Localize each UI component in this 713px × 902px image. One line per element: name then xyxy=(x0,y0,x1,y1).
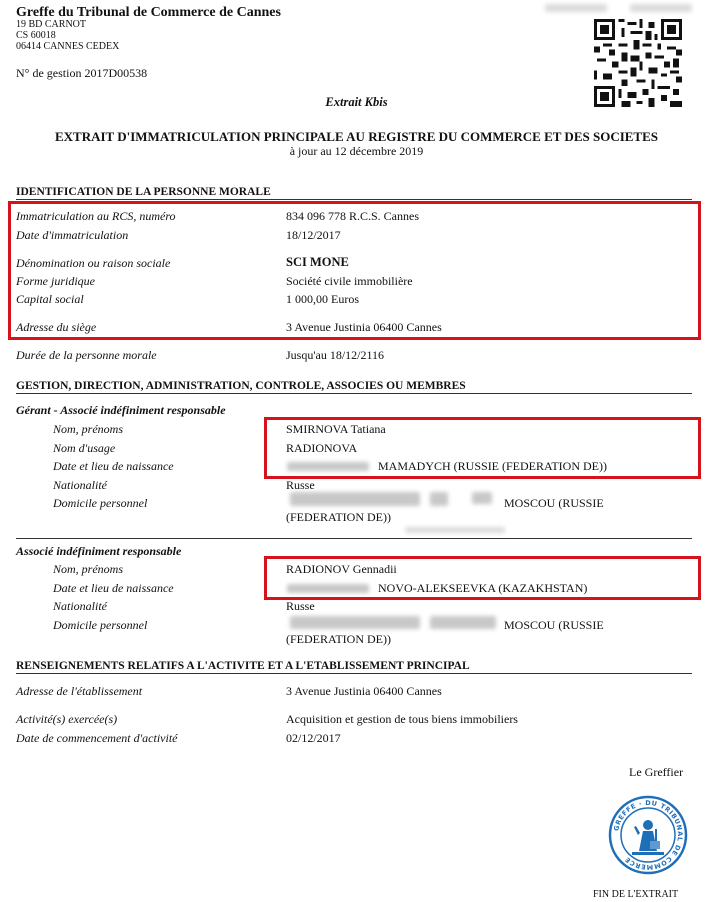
activite-heading: RENSEIGNEMENTS RELATIFS A L'ACTIVITE ET A L'ETABLISSEMENT PRINCIPAL xyxy=(16,660,470,672)
etablissement-label: Adresse de l'établissement xyxy=(16,684,143,698)
gestion-number: N° de gestion 2017D00538 xyxy=(16,66,148,80)
associe-nom-label: Nom, prénoms xyxy=(53,562,124,576)
update-date: à jour au 12 décembre 2019 xyxy=(289,144,424,158)
greffier-label: Le Greffier xyxy=(629,765,684,779)
siege-value: 3 Avenue Justinia 06400 Cannes xyxy=(286,320,442,334)
court-registry-title: Greffe du Tribunal de Commerce de Cannes xyxy=(16,5,281,20)
gerant-domicile-value: MOSCOU (RUSSIE xyxy=(504,496,604,510)
denomination-label: Dénomination ou raison sociale xyxy=(16,256,171,270)
identification-heading: IDENTIFICATION DE LA PERSONNE MORALE xyxy=(16,186,271,198)
forme-juridique-label: Forme juridique xyxy=(16,274,95,288)
immatriculation-date-value: 18/12/2017 xyxy=(286,228,341,242)
seal-text: GREFFE · DU TRIBUNAL DE COMMERCE xyxy=(612,798,685,872)
redacted-address xyxy=(430,616,496,629)
redacted-address xyxy=(290,492,420,506)
redacted-header-text xyxy=(545,4,607,12)
gerant-usage-value: RADIONOVA xyxy=(286,441,358,455)
etablissement-value: 3 Avenue Justinia 06400 Cannes xyxy=(286,684,442,698)
redacted-text xyxy=(405,527,505,533)
document-title: EXTRAIT D'IMMATRICULATION PRINCIPALE AU REGISTRE DU COMMERCE ET DES SOCIETES xyxy=(54,129,659,144)
siege-label: Adresse du siège xyxy=(16,320,97,334)
highlight-box-associe xyxy=(264,556,701,600)
redacted-address xyxy=(430,492,448,506)
address-line-1: 19 BD CARNOT xyxy=(16,19,87,30)
associe-title: Associé indéfiniment responsable xyxy=(16,544,182,558)
gerant-title: Gérant - Associé indéfiniment responsable xyxy=(16,403,226,417)
duree-label: Durée de la personne morale xyxy=(16,348,157,362)
associe-domicile-value-2: (FEDERATION DE)) xyxy=(286,632,391,646)
address-line-2: CS 60018 xyxy=(16,30,56,41)
duree-value: Jusqu'au 18/12/2116 xyxy=(286,348,385,362)
gerant-nom-value: SMIRNOVA Tatiana xyxy=(286,422,386,436)
associe-domicile-value: MOSCOU (RUSSIE xyxy=(504,618,604,632)
gerant-domicile-label: Domicile personnel xyxy=(53,496,148,510)
qr-code-icon xyxy=(594,19,682,107)
commencement-label: Date de commencement d'activité xyxy=(16,731,178,745)
rcs-label: Immatriculation au RCS, numéro xyxy=(16,209,176,223)
address-line-3: 06414 CANNES CEDEX xyxy=(16,41,120,52)
document-type: Extrait Kbis xyxy=(325,95,388,109)
associe-nationalite-label: Nationalité xyxy=(53,599,107,613)
immatriculation-date-label: Date d'immatriculation xyxy=(16,228,129,242)
associe-naissance-value: NOVO-ALEKSEEVKA (KAZAKHSTAN) xyxy=(378,581,588,595)
commencement-value: 02/12/2017 xyxy=(286,731,341,745)
highlight-box-identification xyxy=(8,201,701,340)
forme-juridique-value: Société civile immobilière xyxy=(286,274,413,288)
capital-label: Capital social xyxy=(16,292,84,306)
activite-label: Activité(s) exercée(s) xyxy=(16,712,118,726)
rcs-value: 834 096 778 R.C.S. Cannes xyxy=(286,209,420,223)
gerant-nationalite-value: Russe xyxy=(286,478,315,492)
gerant-domicile-value-2: (FEDERATION DE)) xyxy=(286,510,391,524)
redacted-address xyxy=(472,492,492,504)
section-divider xyxy=(16,393,692,394)
associe-nom-value: RADIONOV Gennadii xyxy=(286,562,397,576)
redacted-header-text xyxy=(630,4,692,12)
gerant-usage-label: Nom d'usage xyxy=(53,441,116,455)
highlight-box-gerant xyxy=(264,417,701,479)
associe-domicile-label: Domicile personnel xyxy=(53,618,148,632)
associe-naissance-label: Date et lieu de naissance xyxy=(53,581,174,595)
gerant-naissance-label: Date et lieu de naissance xyxy=(53,459,174,473)
section-divider xyxy=(16,673,692,674)
section-divider xyxy=(16,538,692,539)
section-divider xyxy=(16,199,692,200)
gerant-naissance-value: MAMADYCH (RUSSIE (FEDERATION DE)) xyxy=(378,459,607,473)
activite-value: Acquisition et gestion de tous biens immobiliers xyxy=(286,712,518,726)
denomination-value: SCI MONE xyxy=(286,255,349,269)
greffe-seal-icon xyxy=(608,795,688,875)
redacted-address xyxy=(290,616,420,629)
associe-nationalite-value: Russe xyxy=(286,599,315,613)
gerant-nom-label: Nom, prénoms xyxy=(53,422,124,436)
fin-extrait: FIN DE L'EXTRAIT xyxy=(593,889,679,900)
gerant-nationalite-label: Nationalité xyxy=(53,478,107,492)
capital-value: 1 000,00 Euros xyxy=(286,292,359,306)
gestion-heading: GESTION, DIRECTION, ADMINISTRATION, CONTROLE, ASSOCIES OU MEMBRES xyxy=(16,380,466,392)
